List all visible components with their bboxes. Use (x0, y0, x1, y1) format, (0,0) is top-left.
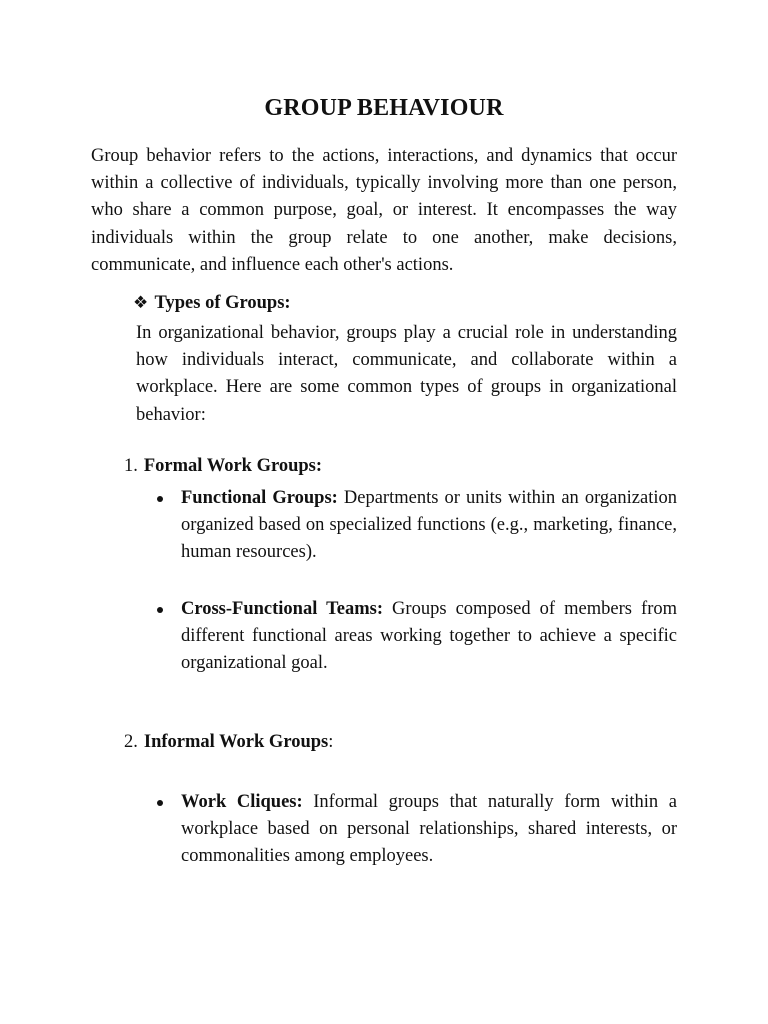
bullet-dot-icon (157, 496, 163, 502)
formal-work-groups-heading (124, 456, 322, 477)
types-of-groups-heading (133, 293, 291, 314)
bullet-term: Cross-Functional Teams: (181, 599, 383, 619)
types-heading-label: Types of Groups: (154, 293, 291, 313)
informal-work-groups-label: Informal Work Groups (143, 732, 329, 752)
bullet-text: Informal groups that naturally form within a workplace based on personal relationships, shared interests, or commonalities among employees. (181, 792, 677, 867)
heading-colon: : (328, 732, 334, 752)
types-of-groups-paragraph: In organizational behavior, groups play a crucial role in understanding how individuals interact, communicate, and collaborate within a workplace. Here are some common types of groups in organizational behavior: (136, 323, 677, 425)
intro-paragraph: Group behavior refers to the actions, interactions, and dynamics that occur within a collective of individuals, typically involving more than one person, who share a common purpose, goal, or interest. It encompasses the way individuals within the group relate to one another, make decisions, communicate, and influence each other's actions. (91, 146, 677, 275)
bullet-dot-icon (157, 800, 163, 806)
list-item-cross-functional-teams (181, 596, 677, 678)
bullet-text: Groups composed of members from different functional areas working together to achieve a specific organizational goal. (181, 599, 678, 674)
bullet-term: Work Cliques: (181, 792, 303, 812)
page-title: GROUP BEHAVIOUR (264, 95, 504, 121)
bullet-term: Functional Groups: (181, 488, 338, 508)
list-number: 2. (124, 732, 138, 752)
formal-work-groups-label: Formal Work Groups: (143, 456, 323, 476)
list-number: 1. (124, 456, 138, 476)
diamond-bullet-icon: ❖ (133, 293, 149, 312)
bullet-text: Departments or units within an organization organized based on specialized functions (e.g., marketing, finance, human resources). (181, 488, 677, 563)
list-item-functional-groups (181, 485, 677, 567)
list-item-work-cliques (181, 789, 677, 871)
informal-work-groups-heading (124, 732, 333, 753)
bullet-dot-icon (157, 607, 163, 613)
